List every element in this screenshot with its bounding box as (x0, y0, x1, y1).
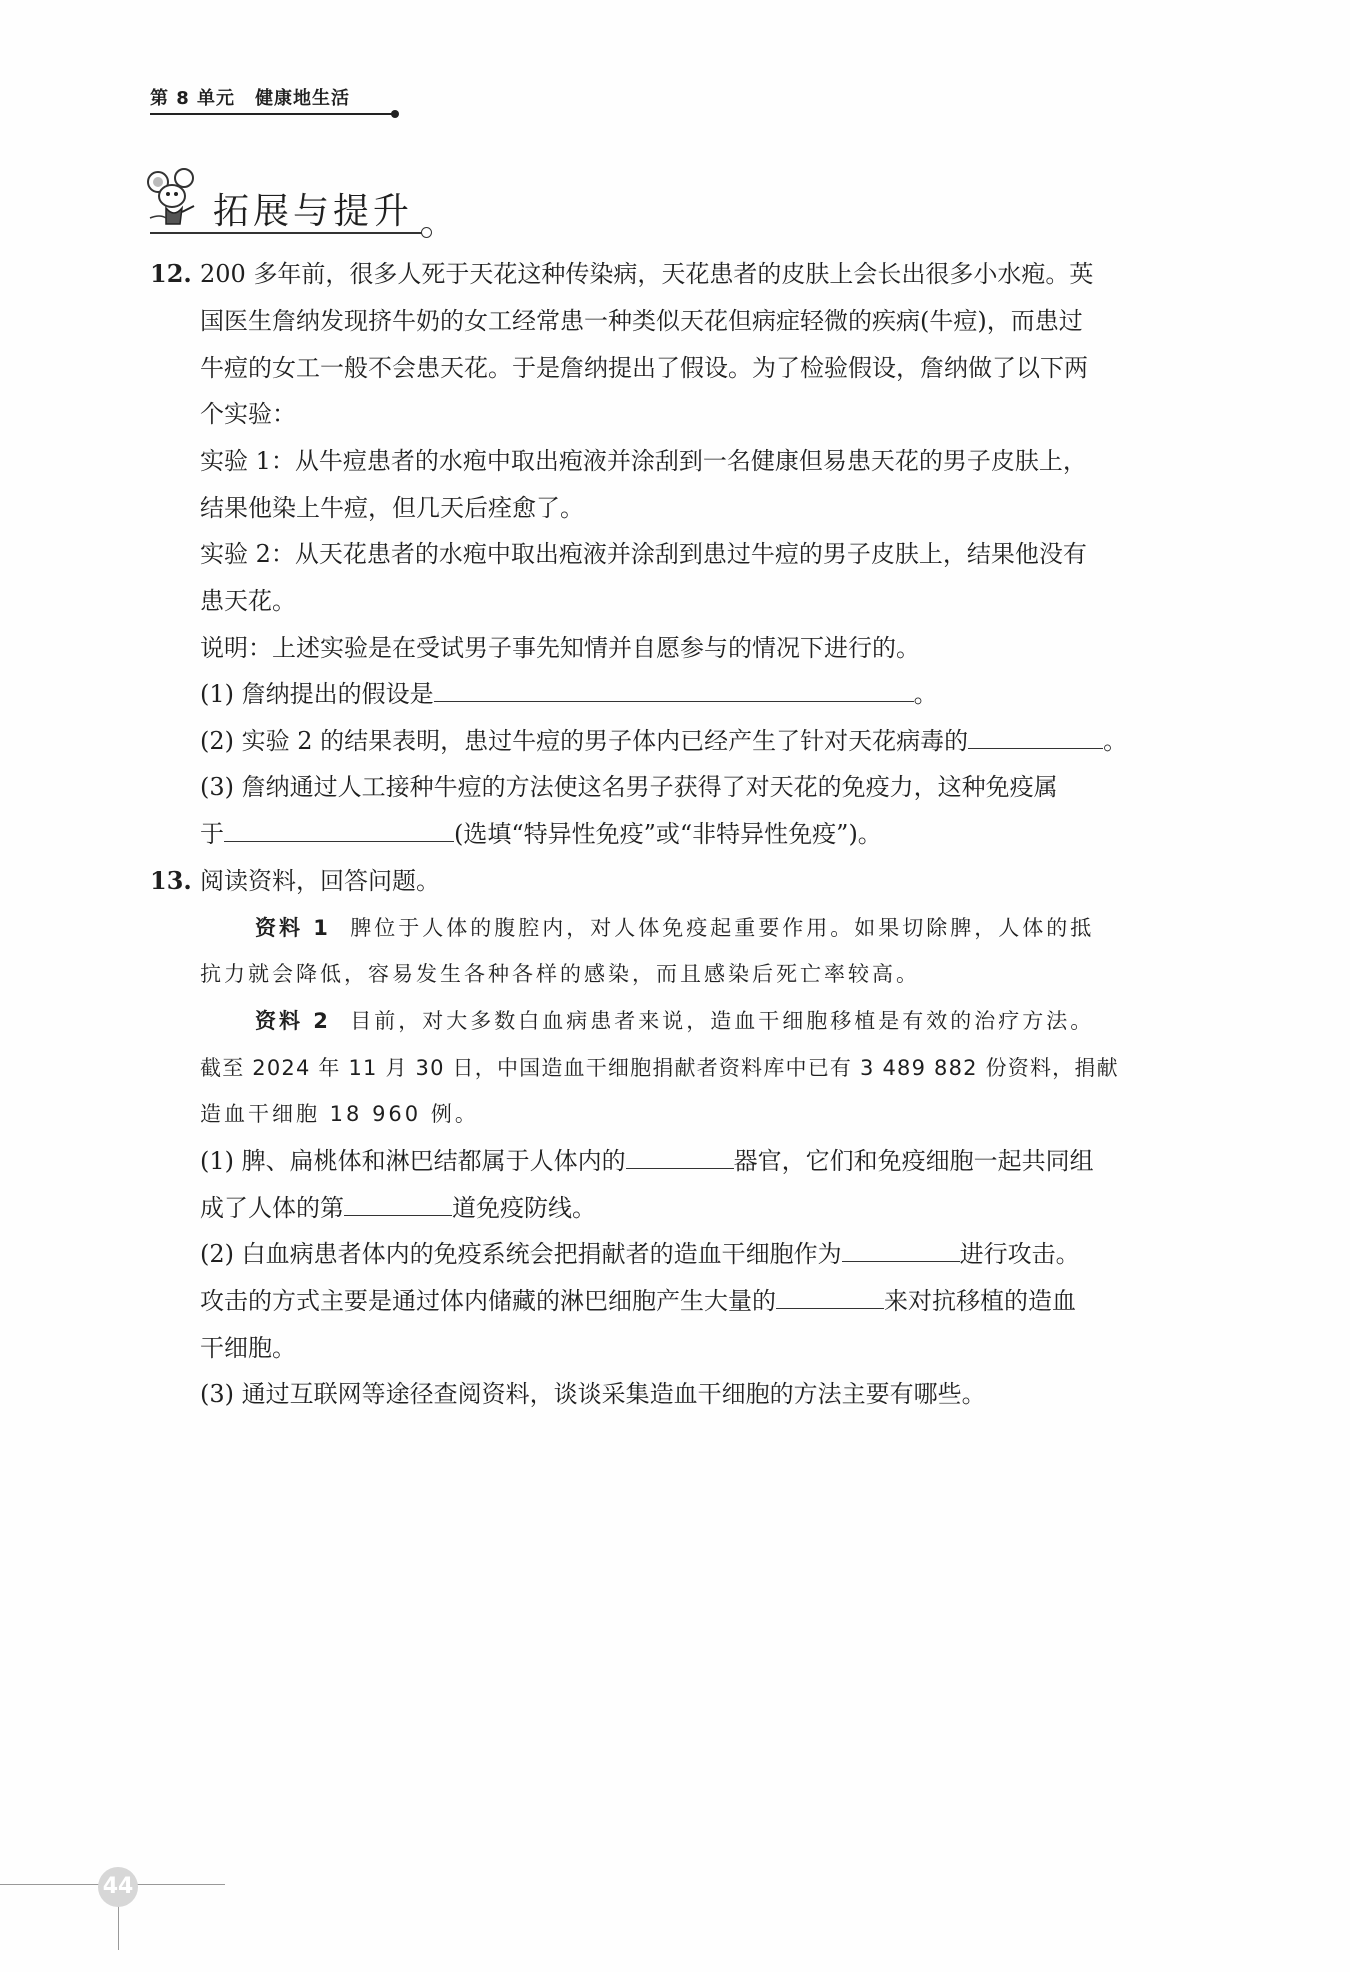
q12-sub-2-end: 。 (1103, 727, 1128, 755)
q12-line-3: 牛痘的女工一般不会患天花。于是詹纳提出了假设。为了检验假设，詹纳做了以下两 (200, 354, 1088, 382)
unit-label: 第 8 单元 (150, 88, 236, 109)
q13-sub-2-a: (2) 白血病患者体内的免疫系统会把捐献者的造血干细胞作为 (200, 1240, 842, 1268)
material-1-text-1: 脾位于人体的腹腔内，对人体免疫起重要作用。如果切除脾，人体的抵 (350, 916, 1095, 940)
question-13-number: 13. (150, 866, 192, 895)
q13-sub-3: (3) 通过互联网等途径查阅资料，谈谈采集造血干细胞的方法主要有哪些。 (200, 1380, 986, 1408)
header-rule (150, 113, 393, 115)
material-2-line-2: 截至 2024 年 11 月 30 日，中国造血干细胞捐献者资料库中已有 3 489 882 份资料，捐献 (200, 1056, 1119, 1080)
q12-sub-3-prefix: 于 (200, 820, 224, 848)
q13-sub-2-d: 来对抗移植的造血 (884, 1287, 1076, 1315)
q12-line-2: 国医生詹纳发现挤牛奶的女工经常患一种类似天花但病症轻微的疾病(牛痘)，而患过 (200, 307, 1083, 335)
answer-blank[interactable] (224, 819, 454, 842)
header-dot (391, 110, 399, 118)
unit-title: 健康地生活 (255, 88, 351, 109)
material-2-text-1: 目前，对大多数白血病患者来说，造血干细胞移植是有效的治疗方法。 (350, 1009, 1095, 1033)
q13-sub-2-line-3: 干细胞。 (200, 1334, 296, 1362)
material-1-line-1 (255, 913, 1094, 943)
material-2-line-1 (255, 1006, 1094, 1036)
experiment-1-line-2: 结果他染上牛痘，但几天后痊愈了。 (200, 494, 584, 522)
answer-blank[interactable] (434, 679, 914, 702)
q12-note: 说明：上述实验是在受试男子事先知情并自愿参与的情况下进行的。 (200, 634, 920, 662)
mouse-mascot-icon (146, 168, 210, 234)
answer-blank[interactable] (626, 1146, 734, 1169)
q13-sub-1-line-1 (200, 1146, 1094, 1176)
section-title: 拓展与提升 (213, 191, 414, 232)
q12-sub-1 (200, 679, 938, 709)
q12-sub-3-line-1: (3) 詹纳通过人工接种牛痘的方法使这名男子获得了对天花的免疫力，这种免疫属 (200, 773, 1058, 801)
answer-blank[interactable] (842, 1239, 960, 1262)
material-2-label: 资料 2 (255, 1009, 331, 1033)
answer-blank[interactable] (776, 1286, 884, 1309)
q12-line-1: 200 多年前，很多人死于天花这种传染病，天花患者的皮肤上会长出很多小水疱。英 (200, 260, 1094, 288)
q12-sub-1-text: (1) 詹纳提出的假设是 (200, 680, 434, 708)
q13-intro: 阅读资料，回答问题。 (200, 867, 440, 895)
section-rule-end-circle (421, 227, 432, 238)
experiment-1-line-1: 实验 1：从牛痘患者的水疱中取出疱液并涂刮到一名健康但易患天花的男子皮肤上， (200, 447, 1087, 475)
running-header (150, 84, 350, 110)
q12-sub-3-suffix: (选填“特异性免疫”或“非特异性免疫”)。 (454, 820, 882, 848)
q13-sub-2-line-2 (200, 1286, 1076, 1316)
q13-sub-2-b: 进行攻击。 (959, 1240, 1080, 1268)
material-1-line-2: 抗力就会降低，容易发生各种各样的感染，而且感染后死亡率较高。 (200, 962, 920, 986)
answer-blank[interactable] (968, 726, 1103, 749)
question-12-number: 12. (150, 259, 192, 288)
q13-sub-1-c: 成了人体的第 (200, 1194, 344, 1222)
section-rule (150, 232, 422, 234)
q12-sub-3-line-2 (200, 819, 882, 849)
q12-line-4: 个实验： (200, 400, 296, 428)
q13-sub-2-c: 攻击的方式主要是通过体内储藏的淋巴细胞产生大量的 (200, 1287, 776, 1315)
q13-sub-1-d: 道免疫防线。 (452, 1194, 596, 1222)
material-2-line-3: 造血干细胞 18 960 例。 (200, 1102, 479, 1126)
answer-blank[interactable] (344, 1193, 452, 1216)
q12-sub-2 (200, 726, 1127, 756)
q12-sub-1-end: 。 (913, 680, 938, 708)
q12-sub-2-text: (2) 实验 2 的结果表明，患过牛痘的男子体内已经产生了针对天花病毒的 (200, 727, 969, 755)
experiment-2-line-1: 实验 2：从天花患者的水疱中取出疱液并涂刮到患过牛痘的男子皮肤上，结果他没有 (200, 540, 1087, 568)
q13-sub-1-line-2 (200, 1193, 596, 1223)
material-1-label: 资料 1 (255, 916, 331, 940)
q13-sub-1-a: (1) 脾、扁桃体和淋巴结都属于人体内的 (200, 1147, 626, 1175)
experiment-2-line-2: 患天花。 (200, 587, 296, 615)
q13-sub-2-line-1 (200, 1239, 1080, 1269)
q13-sub-1-b: 器官，它们和免疫细胞一起共同组 (733, 1147, 1094, 1175)
page-number: 44 (98, 1867, 138, 1907)
